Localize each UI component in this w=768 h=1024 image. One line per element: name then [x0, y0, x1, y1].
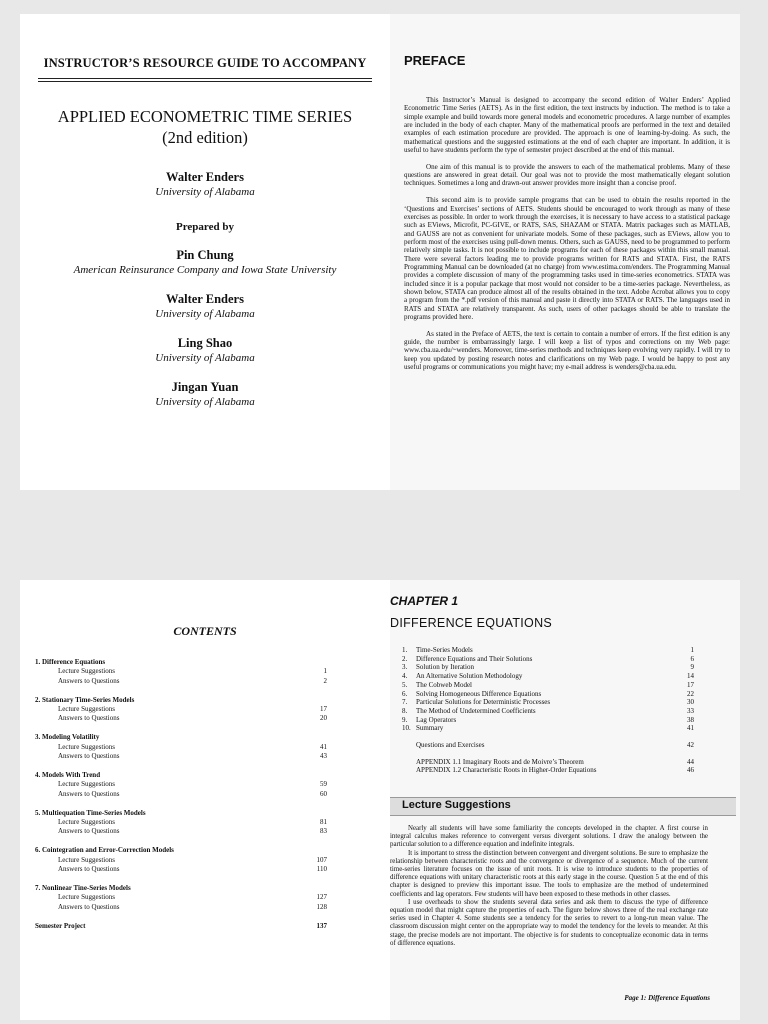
preface-paragraph: This second aim is to provide sample programs that can be used to obtain the results reported in the ‘Questions and Exercises’ sections of AETS. Students should be encouraged to work through as many of these exercises as possible. In order to work through the exercises, it is necessary to have access to a statistical package such as EViews, Microfit, PC-GIVE, or RATS, SAS, SHAZAM or STATA. Matrix packages such as MATLAB, and GAUSS are not as convenient for univariate models. Some of these packages, such as EViews, allow you to perform most of the exercises using pull-down menus. Others, such as GAUSS, need to be programmed to perform relatively simple tasks. It is not possible to include programs for each of these packages within this small manual. There were several factors leading me to provide programs written for RATS and STATA. First, the RATS Programming Manual can be downloaded (at no charge) from www.estima.com/enders. The Programming Manual provides a complete discussion of many of the programming tasks used in time-series econometrics. STATA was included since it is a popular package that most would not consider to be a time-series package. Nevertheless, as shown below, STATA can produce almost all of the results obtained in the text. Adobe Acrobat allows you to copy a program from the *.pdf version of this manual and paste it directly into STATA or RATS. The languages used in RATS and STATA are relatively transparent. As such, users of other packages should be able to translate the programs provided here.: [404, 196, 730, 322]
section-page: 38: [687, 715, 694, 724]
preparer-block: [30, 380, 380, 409]
preparer-affiliation: University of Alabama: [155, 352, 255, 364]
prepared-by-label: Prepared by: [176, 221, 234, 233]
contents-chapter-title[interactable]: 7. Nonlinear Tine-Series Models: [35, 884, 131, 893]
contents-list: [35, 658, 327, 931]
entry-label: Lecture Suggestions: [58, 893, 115, 902]
entry-label: Lecture Suggestions: [58, 780, 115, 789]
section-label: The Cobweb Model: [416, 680, 472, 689]
contents-chapter-title[interactable]: 1. Difference Equations: [35, 658, 106, 666]
contents-chapter-title[interactable]: 3. Modeling Volatility: [35, 733, 100, 742]
author-block: [30, 170, 380, 199]
section-page: 1: [690, 646, 694, 654]
preparer-name: Pin Chung: [176, 248, 234, 262]
chapter-section[interactable]: [402, 724, 694, 733]
contents-entry[interactable]: [35, 667, 327, 676]
contents-entry[interactable]: [35, 677, 327, 686]
section-number: 9.: [402, 715, 408, 724]
preparer-name: Jingan Yuan: [171, 380, 239, 394]
chapter-section[interactable]: [402, 690, 694, 699]
contents-entry[interactable]: [35, 780, 327, 789]
contents-chapter-title[interactable]: 5. Multiequation Time-Series Models: [35, 808, 146, 817]
chapter-section[interactable]: [402, 672, 694, 681]
section-number: 8.: [402, 706, 408, 715]
section-label: Difference Equations and Their Solutions: [416, 654, 533, 663]
contents-entry[interactable]: [35, 818, 327, 827]
entry-page: 107: [316, 855, 327, 864]
book-title-line1: APPLIED ECONOMETRIC TIME SERIES: [57, 107, 353, 126]
book-title: [30, 106, 380, 148]
entry-label: Answers to Questions: [58, 714, 120, 723]
entry-label: Lecture Suggestions: [58, 855, 115, 864]
contents-chapter: [35, 809, 327, 837]
chapter-appendix[interactable]: [402, 766, 694, 775]
header-rule-thin: [38, 81, 372, 82]
lecture-paragraph: Nearly all students will have some familiarity the concepts developed in the chapter. A first course in integral calculus makes reference to convergent versus divergent solutions. I draw the analogy between the particular solution to a difference equation and indefinite integrals.: [390, 825, 708, 849]
entry-page: 1: [323, 667, 327, 676]
section-page: 17: [687, 680, 694, 689]
chapter-title: DIFFERENCE EQUATIONS: [390, 616, 553, 630]
section-label: APPENDIX 1.1 Imaginary Roots and de Moivre’s Theorem: [416, 757, 584, 766]
section-label: The Method of Undetermined Coefficients: [416, 706, 536, 715]
section-number: 10.: [402, 724, 411, 733]
section-number: 3.: [402, 663, 408, 672]
preface-paragraph: One aim of this manual is to provide the answers to each of the mathematical problems. Many of these questions are answered in great detail. Our goal was not to provide the most mathematically elegant solution techniques. Sometimes a long and drawn-out answer provides more insight than a concise proof.: [404, 162, 730, 188]
preface-paragraph: As stated in the Preface of AETS, the text is certain to contain a number of errors. If the first edition is any guide, the number is embarrassingly large. I will keep a list of typos and corrections on my Web page: www.cba.ua.edu/~wenders. Moreover, time-series methods and techniques keep evolving very rapidly. I will try to keep you updated by posting research notes and clarifications on my Web page. I would be happy to post any useful programs or communications you might have; my e-mail address is wenders@cba.ua.edu.: [404, 329, 730, 372]
entry-label: Lecture Suggestions: [58, 742, 115, 751]
contents-chapter: [35, 846, 327, 874]
entry-label: Answers to Questions: [58, 789, 120, 798]
entry-label: Lecture Suggestions: [58, 818, 115, 827]
section-page: 41: [687, 724, 694, 733]
contents-entry[interactable]: [35, 856, 327, 865]
entry-page: 83: [320, 827, 327, 836]
chapter-section[interactable]: [402, 663, 694, 672]
section-label: Solution by Iteration: [416, 663, 474, 672]
contents-page: [20, 580, 390, 1020]
entry-page: 137: [316, 921, 327, 930]
section-label: Particular Solutions for Deterministic Processes: [416, 698, 551, 707]
entry-label: Answers to Questions: [58, 751, 120, 760]
section-page: 22: [687, 689, 694, 698]
entry-page: 43: [320, 751, 327, 760]
section-page: 30: [687, 698, 694, 707]
entry-page: 20: [320, 714, 327, 723]
section-page: 44: [687, 757, 694, 766]
section-label: Solving Homogeneous Difference Equations: [416, 689, 542, 698]
entry-page: 128: [316, 902, 327, 911]
contents-entry[interactable]: [35, 893, 327, 902]
contents-entry[interactable]: [35, 865, 327, 874]
preparer-block: [30, 336, 380, 365]
section-page: 14: [687, 672, 694, 681]
contents-semester-project[interactable]: [35, 922, 327, 931]
preparer-block: [30, 292, 380, 321]
section-label: APPENDIX 1.2 Characteristic Roots in Higher-Order Equations: [416, 766, 597, 775]
entry-page: 59: [320, 780, 327, 789]
contents-heading: CONTENTS: [173, 624, 237, 638]
chapter1-page: [390, 580, 740, 1020]
entry-label: Semester Project: [35, 921, 86, 930]
entry-page: 41: [320, 742, 327, 751]
section-number: 1.: [402, 646, 408, 654]
contents-entry[interactable]: [35, 714, 327, 723]
section-page: 6: [690, 654, 694, 663]
author-affiliation: University of Alabama: [155, 186, 255, 198]
contents-entry[interactable]: [35, 743, 327, 752]
section-page: 33: [687, 706, 694, 715]
author-name: Walter Enders: [166, 170, 244, 184]
entry-page: 17: [320, 704, 327, 713]
section-number: 4.: [402, 672, 408, 681]
section-page: 9: [690, 663, 694, 672]
entry-label: Answers to Questions: [58, 676, 120, 685]
entry-page: 2: [323, 676, 327, 685]
lecture-paragraph: I use overheads to show the students several data series and ask them to discuss the type of difference equation model that might capture the properties of each. The figure below shows three of the real exchange rate series used in Chapter 4. Some students see a tendency for the series to revert to a long-run mean value. The classroom discussion might center on the appropriate way to model the tendency for the levels to meander. At this stage, the precise models are not important. The objective is for students to conceptualize economic data in terms of difference equations.: [390, 898, 708, 947]
entry-label: Answers to Questions: [58, 902, 120, 911]
chapter-section[interactable]: [402, 716, 694, 725]
guide-header: INSTRUCTOR’S RESOURCE GUIDE TO ACCOMPANY: [43, 56, 367, 70]
lecture-suggestions-heading: Lecture Suggestions: [402, 799, 511, 811]
contents-chapter: [35, 658, 327, 686]
preparer-affiliation: University of Alabama: [155, 308, 255, 320]
chapter-toc: [402, 646, 694, 775]
section-number: 7.: [402, 698, 408, 707]
preface-paragraph: This Instructor’s Manual is designed to accompany the second edition of Walter Enders’ Applied Econometric Time Series (AETS). As in the first edition, the text instructs by induction. The method is to take a simple example and build towards more general models and econometric procedures. A large number of examples are included in the body of each chapter. Many of the mathematical proofs are performed in the text and detailed examples of each estimation procedure are provided. The approach is one of learning-by-doing. As such, the mathematical questions and the suggested estimations at the end of each chapter are important. In addition, it is useful to have students perform the type of semester project described at the end of this manual.: [404, 96, 730, 155]
section-page: 42: [687, 741, 694, 750]
section-number: 5.: [402, 680, 408, 689]
entry-page: 127: [316, 893, 327, 902]
section-label: Questions and Exercises: [416, 741, 485, 750]
chapter-section[interactable]: [402, 681, 694, 690]
preparer-name: Walter Enders: [166, 292, 244, 306]
title-page: [20, 14, 390, 490]
chapter-section[interactable]: [402, 655, 694, 664]
chapter-questions[interactable]: [402, 741, 694, 750]
preparer-block: [30, 248, 380, 277]
entry-label: Answers to Questions: [58, 827, 120, 836]
contents-entry[interactable]: [35, 705, 327, 714]
preparer-affiliation: American Reinsurance Company and Iowa State University: [73, 264, 337, 276]
entry-page: 81: [320, 818, 327, 827]
contents-chapter: [35, 733, 327, 761]
preface-body: [404, 96, 730, 380]
contents-entry[interactable]: [35, 827, 327, 836]
contents-chapter-title[interactable]: 2. Stationary Time-Series Models: [35, 695, 135, 704]
contents-chapter-title[interactable]: 6. Cointegration and Error-Correction Models: [35, 846, 174, 855]
page-footer: Page 1: Difference Equations: [624, 994, 710, 1002]
contents-chapter: [35, 884, 327, 912]
chapter-section[interactable]: [402, 646, 694, 655]
preface-heading: PREFACE: [404, 53, 466, 68]
section-number: 2.: [402, 654, 408, 663]
entry-page: 110: [316, 865, 327, 874]
contents-chapter: [35, 696, 327, 724]
contents-chapter: [35, 771, 327, 799]
entry-label: Answers to Questions: [58, 865, 120, 874]
section-page: 46: [687, 766, 694, 775]
chapter-section[interactable]: [402, 698, 694, 707]
entry-page: 60: [320, 789, 327, 798]
section-label: Time-Series Models: [416, 646, 473, 654]
book-title-edition: (2nd edition): [162, 128, 248, 147]
contents-chapter-title[interactable]: 4. Models With Trend: [35, 771, 101, 780]
lecture-paragraph: It is important to stress the distinction between convergent and divergent solutions. Be sure to emphasize the relationship between characteristic roots and the convergence or divergence of a sequence. Much of the current time-series literature focuses on the issue of unit roots. It is wise to introduce students to the properties of difference equations with unitary characteristic roots at this early stage in the course. Question 5 at the end of this chapter is designed to preview this important issue. The tools to emphasize are the method of undetermined coefficients and lag operators. Few students will have been exposed to these methods in other classes.: [390, 849, 708, 898]
chapter-label: CHAPTER 1: [390, 594, 459, 608]
entry-label: Lecture Suggestions: [58, 704, 115, 713]
contents-entry[interactable]: [35, 790, 327, 799]
chapter-appendix[interactable]: [402, 758, 694, 767]
contents-entry[interactable]: [35, 752, 327, 761]
section-label: Lag Operators: [416, 715, 457, 724]
preparer-name: Ling Shao: [177, 336, 233, 350]
chapter-section[interactable]: [402, 707, 694, 716]
section-label: Summary: [416, 724, 444, 733]
section-label: An Alternative Solution Methodology: [416, 672, 523, 681]
lecture-suggestions-bar: [390, 797, 736, 816]
preparer-affiliation: University of Alabama: [155, 396, 255, 408]
lecture-suggestions-body: [390, 825, 708, 948]
entry-label: Lecture Suggestions: [58, 667, 115, 676]
section-number: 6.: [402, 689, 408, 698]
preface-page: [390, 14, 740, 490]
header-rule-thick: [38, 78, 372, 79]
contents-entry[interactable]: [35, 903, 327, 912]
